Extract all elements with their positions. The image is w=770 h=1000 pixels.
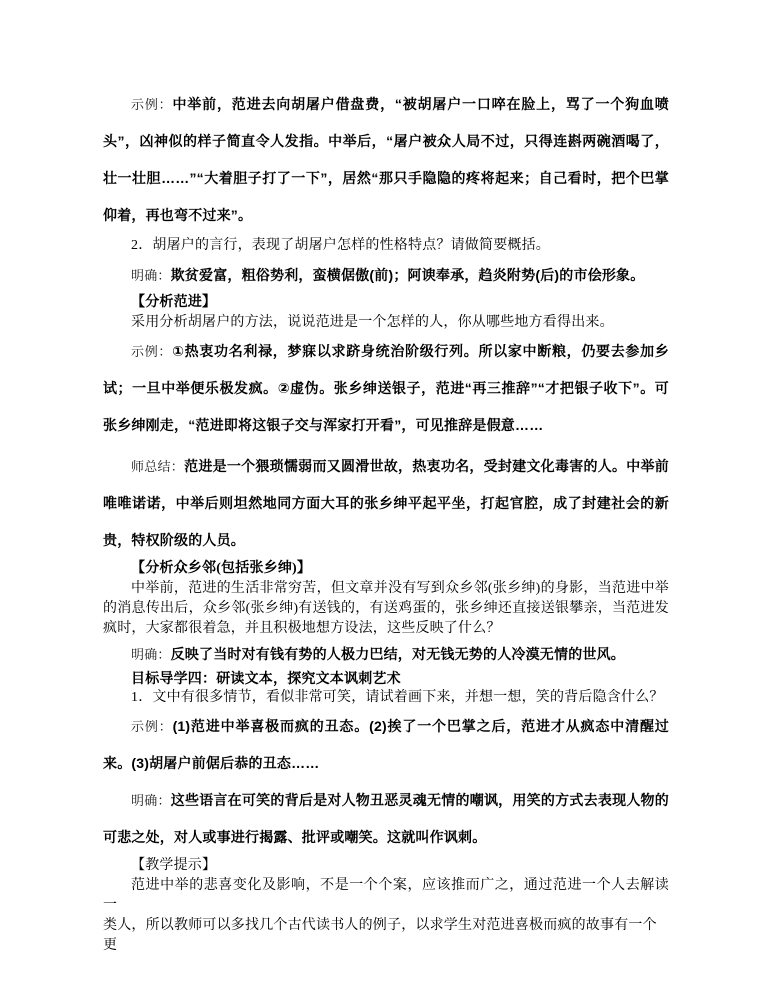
answer-text: 中举前，范进去向胡屠户借盘费，“被胡屠户一口啐在脸上，骂了一个狗血喷 bbox=[172, 96, 669, 112]
text-line: 【分析众乡邻(包括张乡绅)】 bbox=[131, 561, 312, 576]
text-line: 的消息传出后，众乡邻(张乡绅)有送钱的，有送鸡蛋的，张乡绅还直接送银攀亲，当范进发 bbox=[103, 601, 669, 616]
answer-label: 示例： bbox=[131, 344, 173, 359]
answer-label: 师总结： bbox=[131, 459, 185, 474]
clear-answer-neighbors bbox=[103, 641, 669, 668]
task-analyze-neighbors bbox=[103, 579, 669, 639]
text-line: 范进中举的悲喜变化及影响，不是一个个案，应该推而广之，通过范进一个人去解读一 bbox=[103, 878, 669, 913]
answer-label: 明确： bbox=[131, 647, 171, 662]
answer-text: 欺贫爱富，粗俗势利，蛮横倨傲(前)；阿谀奉承，趋炎附势(后)的市侩形象。 bbox=[170, 267, 645, 283]
example-answer-hu-butcher bbox=[103, 86, 669, 234]
text-line: 试；一旦中举便乐极发疯。②虚伪。张乡绅送银子，范进“再三推辞”“才把银子收下”。可 bbox=[103, 380, 669, 396]
text-line bbox=[103, 782, 669, 819]
text-line bbox=[103, 333, 669, 370]
example-answer-funny-plots bbox=[103, 708, 669, 782]
section-heading-analyze-fanjin bbox=[103, 293, 669, 313]
text-line bbox=[103, 708, 669, 745]
question-2 bbox=[103, 236, 669, 256]
task-analyze-fanjin bbox=[103, 313, 669, 333]
text-line: 类人，所以教师可以多找几个古代读书人的例子，以求学生对范进喜极而疯的故事有一个更 bbox=[103, 918, 657, 953]
text-line: 贵，特权阶级的人员。 bbox=[103, 532, 245, 548]
answer-label: 示例： bbox=[131, 97, 173, 112]
section-heading-analyze-neighbors bbox=[103, 559, 669, 579]
answer-text: (1)范进中举喜极而疯的丑态。(2)挨了一个巴掌之后，范进才从疯态中清醒过 bbox=[172, 718, 669, 734]
goal-heading-4 bbox=[103, 668, 669, 688]
text-line: 【分析范进】 bbox=[131, 295, 217, 310]
text-line: 2．胡屠户的言行，表现了胡屠户怎样的性格特点？请做简要概括。 bbox=[131, 238, 550, 253]
text-line: 中举前，范进的生活非常穷苦，但文章并没有写到众乡邻(张乡绅)的身影，当范进中举 bbox=[131, 581, 669, 596]
answer-label: 明确： bbox=[131, 793, 171, 808]
answer-text: 范进是一个猥琐懦弱而又圆滑世故，热衷功名，受封建文化毒害的人。中举前 bbox=[184, 458, 669, 474]
text-line: 仰着，再也弯不过来”。 bbox=[103, 207, 253, 223]
text-line: 壮一壮胆……”“大着胆子打了一下”，居然“那只手隐隐的疼将起来；自己看时，把个巴掌 bbox=[103, 170, 669, 186]
clear-answer-hu-character bbox=[103, 262, 669, 289]
answer-text: ①热衷功名利禄，梦寐以求跻身统治阶级行列。所以家中断粮，仍要去参加乡 bbox=[172, 343, 669, 359]
answer-text: 反映了当时对有钱有势的人极力巴结，对无钱无势的人冷漠无情的世风。 bbox=[170, 646, 626, 662]
section-heading-teaching-tip bbox=[103, 856, 669, 876]
text-line bbox=[103, 86, 669, 123]
question-1 bbox=[103, 688, 669, 708]
teacher-summary bbox=[103, 448, 669, 559]
text-line bbox=[103, 262, 669, 289]
answer-label: 明确： bbox=[131, 268, 171, 283]
text-line: 头”，凶神似的样子简直令人发指。中举后，“屠户被众人局不过，只得连斟两碗酒喝了， bbox=[103, 133, 669, 149]
text-line bbox=[103, 641, 669, 668]
teaching-tip-body bbox=[103, 876, 669, 956]
text-line: 疯时，大家都很着急，并且积极地想方设法，这些反映了什么？ bbox=[103, 621, 501, 636]
text-line: 可悲之处，对人或事进行揭露、批评或嘲笑。这就叫作讽刺。 bbox=[103, 829, 487, 845]
text-line: 张乡绅刚走，“范进即将这银子交与浑家打开看”，可见推辞是假意…… bbox=[103, 417, 544, 433]
text-line: 来。(3)胡屠户前倨后恭的丑态…… bbox=[103, 755, 320, 771]
text-line: 唯唯诺诺，中举后则坦然地同方面大耳的张乡绅平起平坐，打起官腔，成了封建社会的新 bbox=[103, 495, 669, 511]
example-answer-fanjin bbox=[103, 333, 669, 444]
text-line: 1．文中有很多情节，看似非常可笑，请试着画下来，并想一想，笑的背后隐含什么？ bbox=[131, 690, 664, 705]
text-line: 采用分析胡屠户的方法，说说范进是一个怎样的人，你从哪些地方看得出来。 bbox=[131, 315, 614, 330]
answer-label: 示例： bbox=[131, 719, 173, 734]
text-line: 【教学提示】 bbox=[131, 858, 217, 873]
text-line bbox=[103, 448, 669, 485]
page-content bbox=[103, 86, 669, 956]
answer-text: 这些语言在可笑的背后是对人物丑恶灵魂无情的嘲讽，用笑的方式去表现人物的 bbox=[170, 792, 669, 808]
clear-answer-satire bbox=[103, 782, 669, 856]
text-line: 目标导学四：研读文本，探究文本讽刺艺术 bbox=[131, 670, 401, 686]
